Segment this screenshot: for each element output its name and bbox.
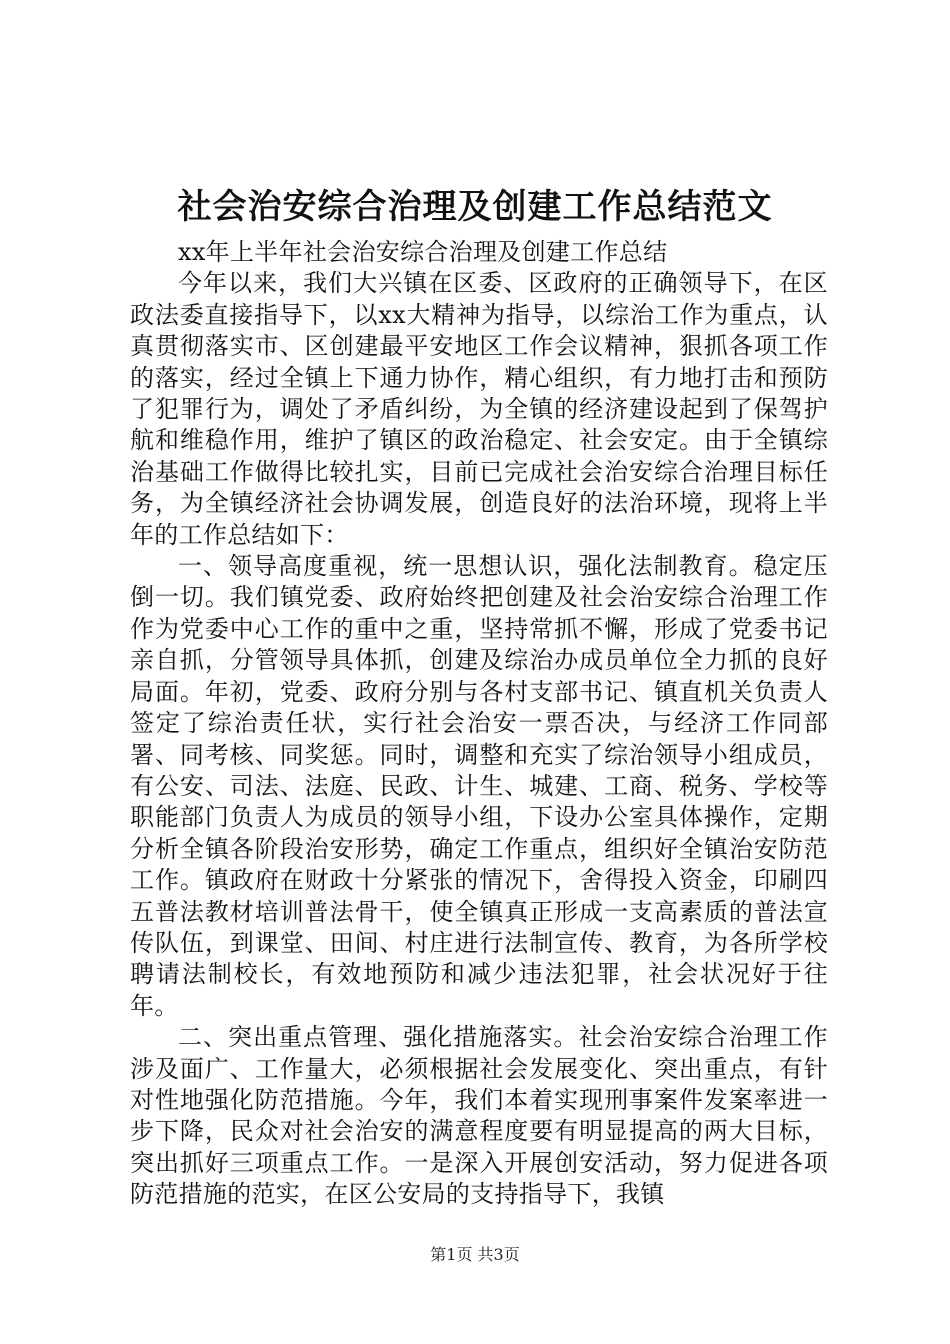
subtitle-paragraph: xx年上半年社会治安综合治理及创建工作总结 — [178, 238, 668, 266]
intro-paragraph: 今年以来，我们大兴镇在区委、区政府的正确领导下，在区政法委直接指导下，以xx大精神为指导，以综治工作为重点，认真贯彻落实市、区创建最平安地区工作会议精神，狠抓各项工作的落实，经过全镇上下通力协作，精心组织，有力地打击和预防了犯罪行为，调处了矛盾纠纷，为全镇的经济建设起到了保驾护航和维稳作用，维护了镇区的政治稳定、社会安定。由于全镇综治基础工作做得比较扎实，目前已完成社会治安综合治理目标任务，为全镇经济社会协调发展，创造良好的法治环境，现将上半年的工作总结如下： — [130, 269, 828, 549]
section-two-paragraph: 二、突出重点管理、强化措施落实。社会治安综合治理工作涉及面广、工作量大，必须根据社会发展变化、突出重点，有针对性地强化防范措施。今年，我们本着实现刑事案件发案率进一步下降，民众对社会治安的满意程度要有明显提高的两大目标，突出抓好三项重点工作。一是深入开展创安活动，努力促进各项防范措施的范实，在区公安局的支持指导下，我镇 — [130, 1023, 828, 1209]
document-title: 社会治安综合治理及创建工作总结范文 — [177, 187, 773, 227]
document-body — [130, 237, 828, 1211]
section-one-paragraph: 一、领导高度重视，统一思想认识，强化法制教育。稳定压倒一切。我们镇党委、政府始终把创建及社会治安综合治理工作作为党委中心工作的重中之重，坚持常抓不懈，形成了党委书记亲自抓，分管领导具体抓，创建及综治办成员单位全力抓的良好局面。年初，党委、政府分别与各村支部书记、镇直机关负责人签定了综治责任状，实行社会治安一票否决，与经济工作同部署、同考核、同奖惩。同时，调整和充实了综治领导小组成员，有公安、司法、法庭、民政、计生、城建、工商、税务、学校等职能部门负责人为成员的领导小组，下设办公室具体操作，定期分析全镇各阶段治安形势，确定工作重点，组织好全镇治安防范工作。镇政府在财政十分紧张的情况下，舍得投入资金，印刷四五普法教材培训普法骨干，使全镇真正形成一支高素质的普法宣传队伍，到课堂、田间、村庄进行法制宣传、教育，为各所学校聘请法制校长，有效地预防和减少违法犯罪，社会状况好于往年。 — [130, 552, 828, 1020]
page-footer: 第1页 共3页 — [430, 1245, 520, 1264]
